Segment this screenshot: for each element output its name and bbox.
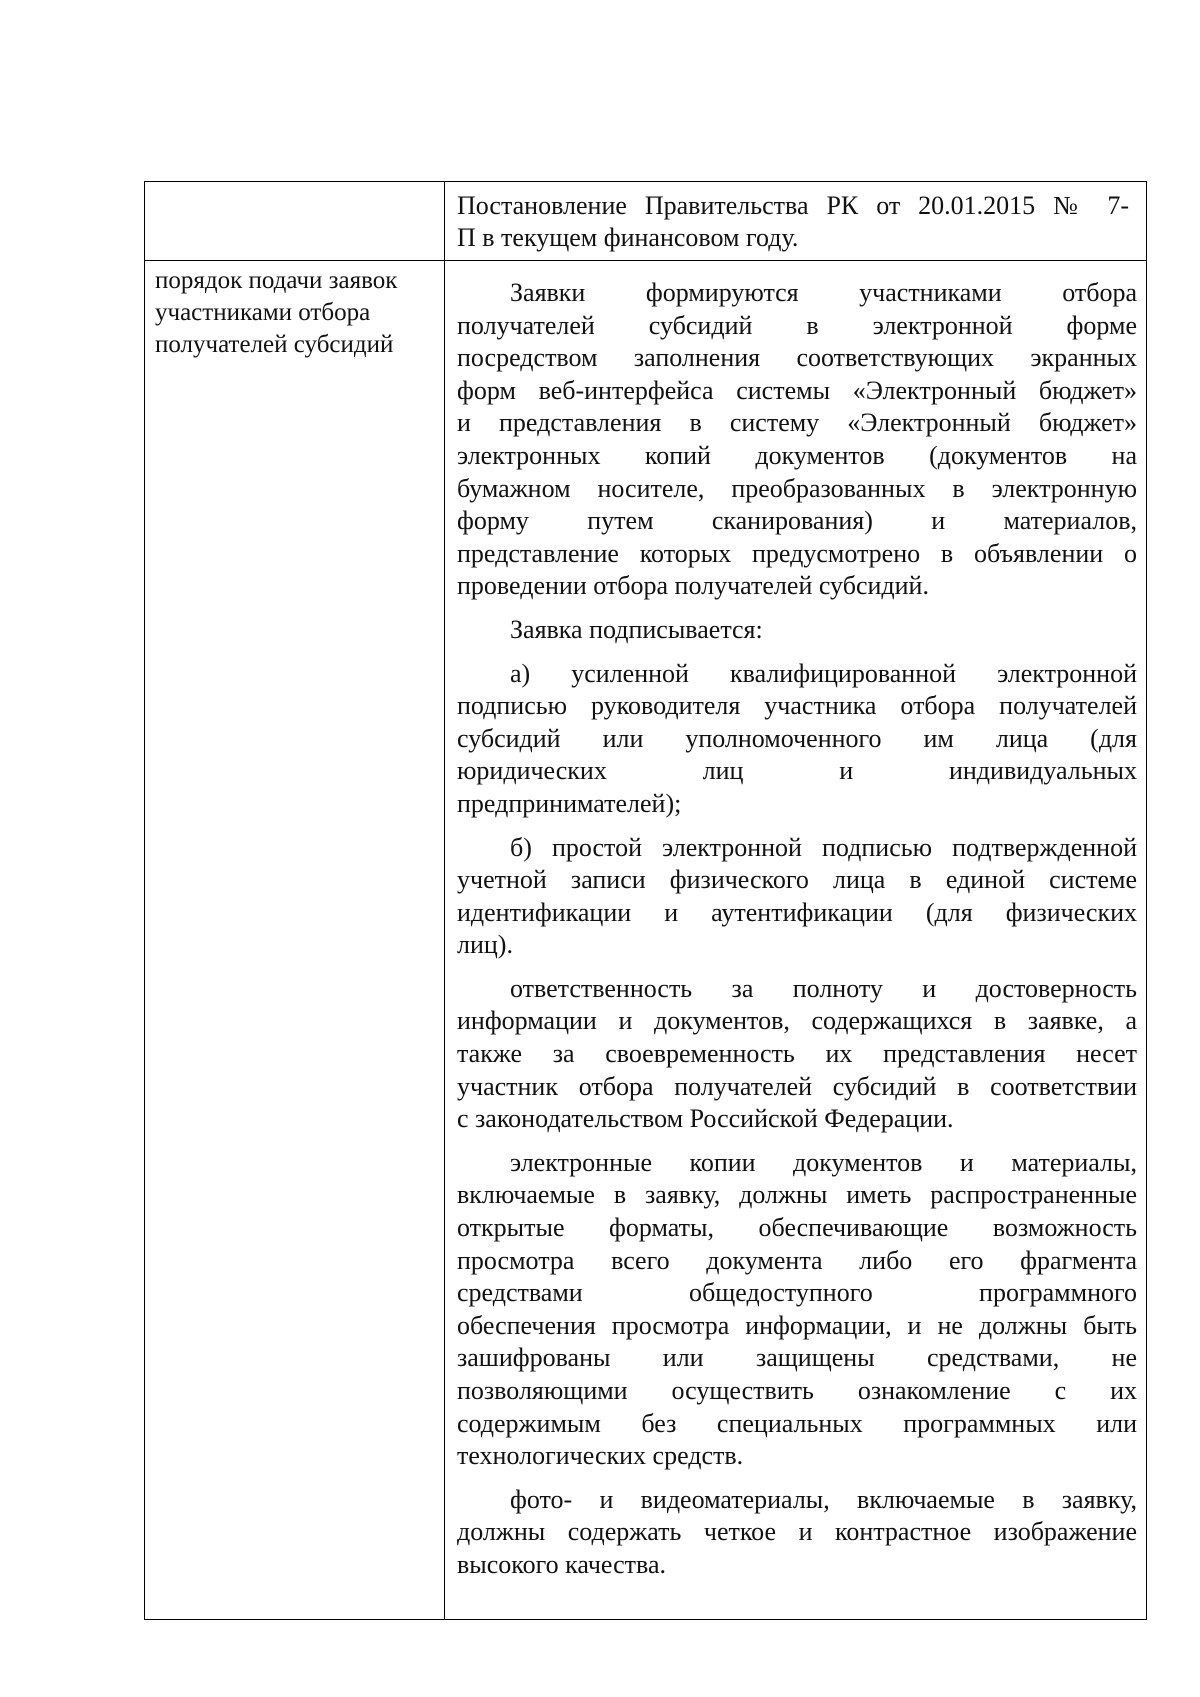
content-paragraph (457, 973, 1137, 1136)
content-paragraph (457, 277, 1137, 603)
paragraph-line: просмотра всего документа либо его фрагмента (457, 1245, 1137, 1275)
paragraph-line: предпринимателей); (457, 788, 682, 818)
paragraph-line: получателей субсидий в электронной форме (457, 310, 1137, 340)
paragraph-line: участник отбора получателей субсидий в соответствии (457, 1071, 1137, 1101)
content-paragraph (457, 1147, 1137, 1473)
row-content-cell (457, 277, 1137, 1593)
content-paragraph (457, 614, 1137, 647)
paragraph-line: идентификации и аутентификации (для физических (457, 897, 1137, 927)
paragraph-line: Заявка подписывается: (510, 614, 763, 644)
paragraph-line: средствами общедоступного программного (457, 1278, 1137, 1308)
paragraph-line: бумажном носителе, преобразованных в электронную (457, 473, 1137, 503)
paragraph-line: информации и документов, содержащихся в заявке, а (457, 1006, 1137, 1036)
content-paragraph (457, 1484, 1137, 1582)
row-label-line: получателей субсидий (155, 331, 394, 358)
paragraph-line: субсидий или уполномоченного им лица (для (457, 723, 1137, 753)
column-divider (444, 182, 445, 1619)
paragraph-line: учетной записи физического лица в единой системе (457, 865, 1137, 895)
content-paragraph (457, 658, 1137, 821)
paragraph-line: форм веб-интерфейса системы «Электронный бюджет» (457, 375, 1137, 405)
content-paragraph (457, 832, 1137, 962)
paragraph-line: представление которых предусмотрено в объявлении о (457, 538, 1137, 568)
paragraph-line: подписью руководителя участника отбора получателей (457, 691, 1137, 721)
paragraph-line: высокого качества. (457, 1549, 666, 1579)
paragraph-line: должны содержать четкое и контрастное изображение (457, 1517, 1137, 1547)
row-label-line: участниками отбора (155, 299, 371, 326)
row-label-cell (155, 265, 440, 361)
paragraph-line: обеспечения просмотра информации, и не должны быть (457, 1310, 1137, 1340)
paragraph-line: позволяющими осуществить ознакомление с их (457, 1376, 1137, 1405)
row-label-line: порядок подачи заявок (155, 267, 398, 294)
row-divider (145, 260, 1146, 261)
paragraph-line: открытые форматы, обеспечивающие возможность (457, 1213, 1137, 1243)
paragraph-line: Заявки формируются участниками отбора (510, 278, 1137, 307)
top-right-line: П в текущем финансовом году. (457, 223, 799, 252)
paragraph-line: б) простой электронной подписью подтвержденной (510, 832, 1137, 862)
paragraph-line: включаемые в заявку, должны иметь распространенные (457, 1180, 1137, 1210)
paragraph-line: и представления в систему «Электронный бюджет» (457, 408, 1137, 438)
paragraph-line: технологических средств. (457, 1441, 744, 1471)
paragraph-line: с законодательством Российской Федерации. (457, 1104, 954, 1134)
paragraph-line: содержимым без специальных программных или (457, 1408, 1137, 1438)
paragraph-line: лиц). (457, 930, 513, 960)
paragraph-line: юридических лиц и индивидуальных (457, 756, 1137, 786)
paragraph-line: а) усиленной квалифицированной электронной (510, 658, 1137, 688)
top-right-line: Постановление Правительства РК от 20.01.2015 № 7- (457, 191, 1129, 220)
paragraph-line: также за своевременность их представления несет (457, 1039, 1137, 1069)
paragraph-line: посредством заполнения соответствующих экранных (457, 343, 1137, 373)
top-right-cell (457, 190, 1129, 254)
paragraph-line: электронные копии документов и материалы, (510, 1147, 1137, 1177)
paragraph-line: проведении отбора получателей субсидий. (457, 571, 929, 601)
paragraph-line: зашифрованы или защищены средствами, не (457, 1343, 1137, 1373)
paragraph-line: фото- и видеоматериалы, включаемые в заявку, (510, 1484, 1137, 1514)
paragraph-line: ответственность за полноту и достоверность (510, 973, 1137, 1003)
paragraph-line: электронных копий документов (документов на (457, 440, 1137, 470)
paragraph-line: форму путем сканирования) и материалов, (457, 506, 1137, 536)
document-table (144, 181, 1147, 1620)
